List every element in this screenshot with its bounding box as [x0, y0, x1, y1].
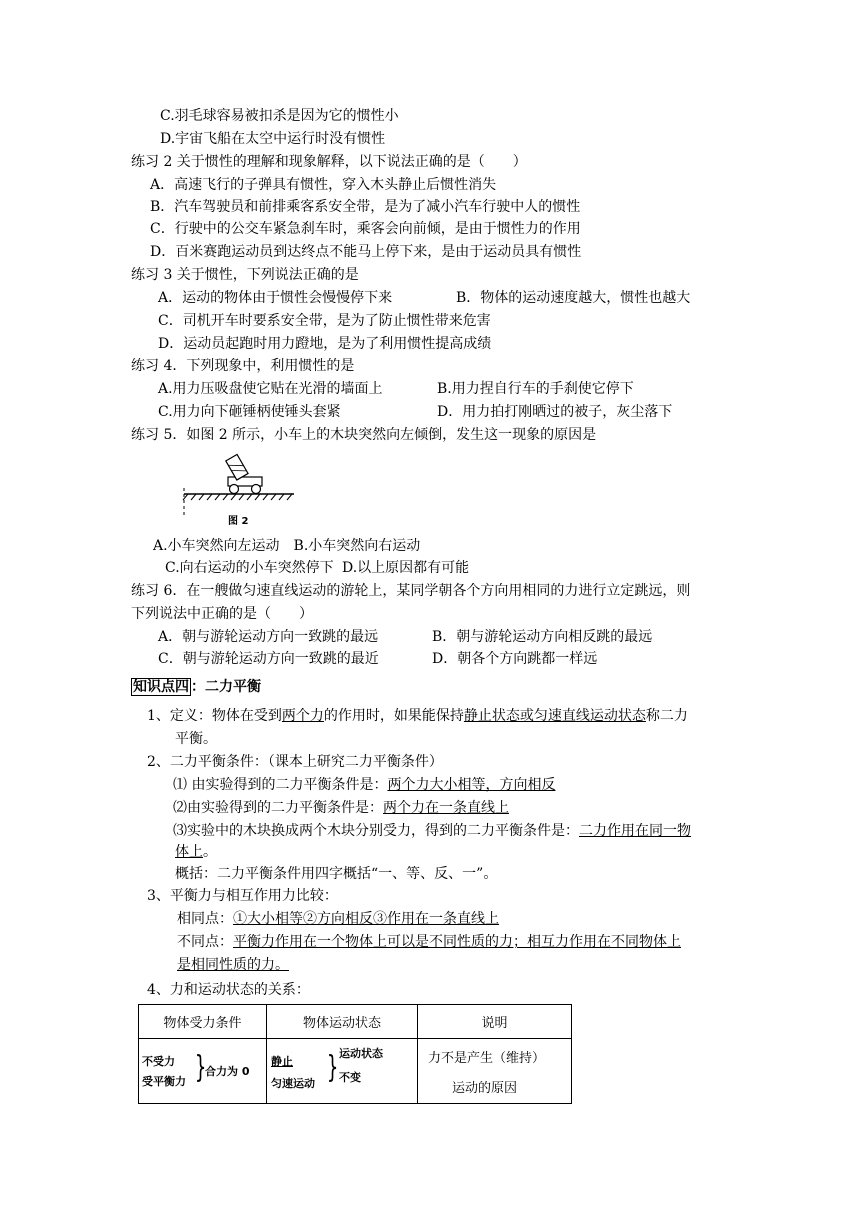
cell-note — [418, 1039, 572, 1104]
condition-3-answer: 二力作用在同一物 — [579, 823, 691, 839]
static-label: 静止 — [271, 1055, 293, 1068]
exercise-2-option-b: B．汽车驾驶员和前排乘客系安全带，是为了减小汽车行驶中人的惯性 — [150, 199, 581, 215]
condition-1: ⑴ 由实验得到的二力平衡条件是：两个力大小相等，方向相反 — [173, 777, 556, 793]
exercise-4-option-c: C.用力向下砸锤柄使锤头套紧 — [158, 404, 341, 420]
section-title: ：二力平衡 — [191, 679, 261, 695]
underlined-two-forces: 两个力 — [281, 708, 324, 724]
exercise-4-option-b: B.用力捏自行车的手刹使它停下 — [437, 381, 634, 397]
note-line-2: 运动的原因 — [452, 1081, 518, 1096]
comparison-heading: 3、平衡力与相互作用力比较： — [147, 888, 338, 904]
exercise-4-option-d: D．用力拍打刚晒过的被子，灰尘落下 — [437, 404, 673, 420]
no-force-label: 不受力 — [142, 1055, 175, 1068]
condition-2-answer: 两个力在一条直线上 — [383, 800, 509, 816]
exercise-6-option-a: A．朝与游轮运动方向一致跳的最远 — [158, 629, 379, 645]
exercise-3-option-d: D．运动员起跑时用力蹬地，是为了利用惯性提高成绩 — [158, 336, 492, 352]
state-result-2: 不变 — [339, 1071, 361, 1084]
exercise-6-option-b: B．朝与游轮运动方向相反跳的最远 — [432, 629, 653, 645]
definition-line: 1、定义：物体在受到两个力的作用时，如果能保持静止状态或匀速直线运动状态称二力 — [147, 708, 688, 724]
exercise-2-option-a: A．高速飞行的子弹具有惯性，穿入木头静止后惯性消失 — [150, 177, 497, 193]
exercise-3-question: 练习 3 关于惯性，下列说法正确的是 — [131, 267, 359, 283]
exercise-3-option-c: C．司机开车时要系安全带，是为了防止惯性带来危害 — [158, 313, 491, 329]
exercise-2-question: 练习 2 关于惯性的理解和现象解释，以下说法正确的是（ ） — [131, 154, 527, 170]
condition-1-answer: 两个力大小相等，方向相反 — [387, 777, 556, 793]
exercise-6-question: 练习 6．在一艘做匀速直线运动的游轮上，某同学朝各个方向用相同的力进行立定跳远，则 — [131, 583, 691, 599]
cell-motion-state — [267, 1039, 418, 1104]
exercise-2-option-c: C．行驶中的公交车紧急刹车时，乘客会向前倾，是由于惯性力的作用 — [150, 221, 581, 237]
cell-force-condition — [139, 1039, 267, 1104]
option-c-line: C.羽毛球容易被扣杀是因为它的惯性小 — [160, 108, 399, 124]
definition-line-cont: 平衡。 — [175, 731, 217, 747]
figure-2-caption: 图 2 — [228, 516, 249, 527]
difference-line: 不同点：平衡力作用在一个物体上可以是不同性质的力；相互力作用在不同物体上 — [177, 934, 681, 950]
condition-heading: 2、二力平衡条件：（课本上研究二力平衡条件） — [147, 754, 443, 770]
section-label-box: 知识点四 — [133, 679, 189, 695]
exercise-6-option-c: C．朝与游轮运动方向一致跳的最近 — [158, 651, 379, 667]
exercise-5-options-ab: A.小车突然向左运动 B.小车突然向右运动 — [153, 538, 421, 554]
note-line-1: 力不是产生（维持） — [428, 1051, 546, 1066]
state-result-1: 运动状态 — [339, 1047, 383, 1060]
underlined-state: 静止状态或匀速直线运动状态 — [463, 708, 646, 724]
header-force-condition: 物体受力条件 — [139, 1005, 267, 1039]
exercise-2-option-d: D．百米赛跑运动员到达终点不能马上停下来，是由于运动员具有惯性 — [150, 244, 582, 260]
difference-line-cont: 是相同性质的力。 — [177, 957, 289, 973]
balanced-force-label: 受平衡力 — [142, 1075, 186, 1088]
exercise-5-option-d: D.以上原因都有可能 — [342, 560, 470, 576]
similarity-answer: ①大小相等②方向相反③作用在一条直线上 — [233, 911, 499, 927]
header-note: 说明 — [418, 1005, 572, 1039]
brace-icon: } — [326, 1050, 339, 1085]
uniform-motion-label: 匀速运动 — [271, 1077, 315, 1090]
exercise-6-option-d: D．朝各个方向跳都一样远 — [432, 651, 598, 667]
exercise-3-option-b: B．物体的运动速度越大，惯性也越大 — [456, 290, 691, 306]
condition-3: ⑶实验中的木块换成两个木块分别受力，得到的二力平衡条件是：二力作用在同一物 — [173, 823, 691, 839]
exercise-4-question: 练习 4．下列现象中，利用惯性的是 — [131, 358, 355, 374]
exercise-3-option-a: A．运动的物体由于惯性会慢慢停下来 — [158, 290, 393, 306]
option-d-line: D.宇宙飞船在太空中运行时没有惯性 — [160, 131, 386, 147]
brace-icon: } — [194, 1050, 207, 1085]
difference-answer: 平衡力作用在一个物体上可以是不同性质的力；相互力作用在不同物体上 — [233, 934, 681, 950]
exercise-5-option-c: C.向右运动的小车突然停下 — [165, 560, 334, 576]
condition-2: ⑵由实验得到的二力平衡条件是：两个力在一条直线上 — [173, 800, 509, 816]
section-heading — [131, 677, 261, 697]
header-motion-state: 物体运动状态 — [267, 1005, 418, 1039]
similarity-line: 相同点：①大小相等②方向相反③作用在一条直线上 — [177, 911, 499, 927]
exercise-6-question-cont: 下列说法中正确的是（ ） — [131, 606, 313, 622]
condition-3-cont: 体上。 — [175, 844, 217, 860]
net-force-zero: 合力为 0 — [205, 1065, 250, 1078]
exercise-4-option-a: A.用力压吸盘使它贴在光滑的墙面上 — [158, 381, 383, 397]
relation-heading: 4、力和运动状态的关系： — [147, 982, 310, 998]
exercise-5-question: 练习 5．如图 2 所示，小车上的木块突然向左倾倒，发生这一现象的原因是 — [131, 427, 597, 443]
summary-line: 概括：二力平衡条件用四字概括“一、等、反、一”。 — [175, 866, 498, 882]
force-motion-table — [138, 1004, 572, 1104]
